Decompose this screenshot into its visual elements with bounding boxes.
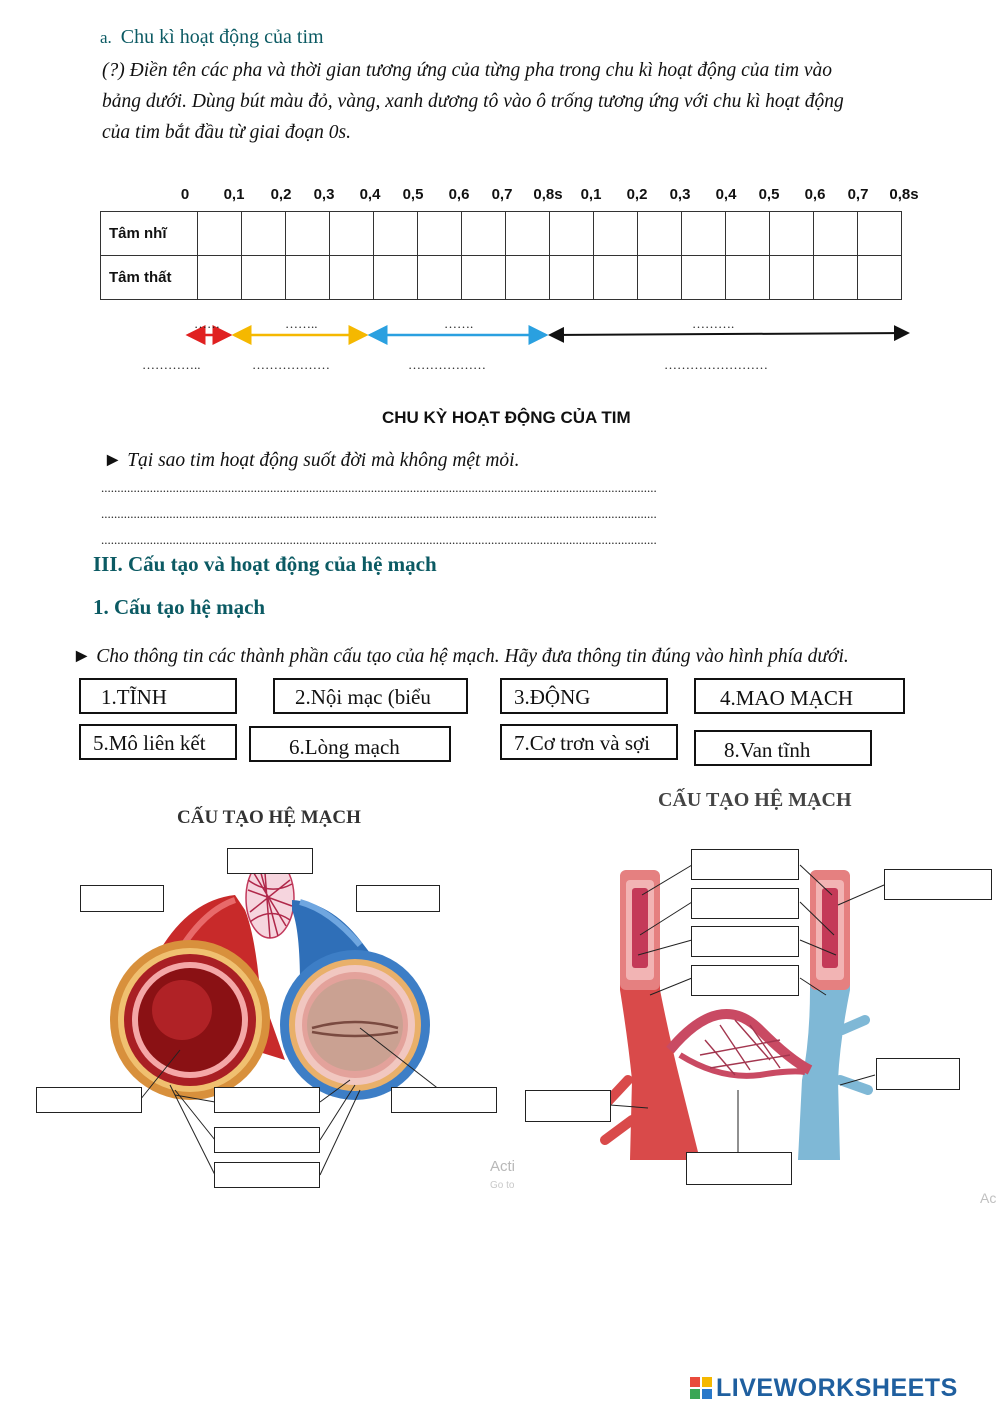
time-tick: 0,5 <box>402 186 424 203</box>
time-tick: 0,4 <box>715 186 737 203</box>
table-cell[interactable] <box>858 256 902 300</box>
label-blank[interactable] <box>691 849 799 880</box>
time-tick: 0,7 <box>491 186 513 203</box>
option-box-3[interactable]: 3.ĐỘNG <box>500 678 668 714</box>
time-tick: 0,3 <box>669 186 691 203</box>
label-blank[interactable] <box>227 848 313 874</box>
watermark-text: Go to <box>490 1180 515 1190</box>
label-blank[interactable] <box>876 1058 960 1090</box>
table-cell[interactable] <box>418 212 462 256</box>
logo-icon <box>690 1377 712 1399</box>
table-cell[interactable] <box>770 212 814 256</box>
table-cell[interactable] <box>418 256 462 300</box>
answer-line[interactable]: ........................................................................................................................................................................... <box>101 532 657 547</box>
phase-time-blank[interactable]: …… <box>194 316 220 331</box>
diagram-title: CHU KỲ HOẠT ĐỘNG CỦA TIM <box>382 408 631 427</box>
label-blank[interactable] <box>214 1087 320 1113</box>
table-cell[interactable] <box>506 212 550 256</box>
label-blank[interactable] <box>691 888 799 919</box>
capillary-bed-icon <box>670 1014 810 1076</box>
table-cell[interactable] <box>858 212 902 256</box>
time-tick: 0,4 <box>359 186 381 203</box>
label-blank[interactable] <box>80 885 164 912</box>
table-cell[interactable] <box>286 212 330 256</box>
label-blank[interactable] <box>691 926 799 957</box>
vein-icon <box>798 870 868 1160</box>
time-tick: 0,8s <box>533 186 563 203</box>
table-cell[interactable] <box>682 212 726 256</box>
table-cell[interactable] <box>330 256 374 300</box>
label-blank[interactable] <box>214 1162 320 1188</box>
question-text: Tại sao tim hoạt động suốt đời mà không mệt mỏi. <box>127 450 520 471</box>
label-blank[interactable] <box>686 1152 792 1185</box>
right-figure-title: CẤU TẠO HỆ MẠCH <box>658 789 852 811</box>
table-cell[interactable] <box>330 212 374 256</box>
table-cell[interactable] <box>594 212 638 256</box>
table-cell[interactable] <box>726 212 770 256</box>
time-tick: 0,5 <box>758 186 780 203</box>
table-cell[interactable] <box>550 212 594 256</box>
subsection-title: 1. Cấu tạo hệ mạch <box>93 595 266 619</box>
table-cell[interactable] <box>594 256 638 300</box>
phase-time-blank[interactable]: …….. <box>285 316 318 331</box>
time-tick: 0,6 <box>448 186 470 203</box>
watermark-text: Ac <box>980 1190 997 1206</box>
option-box-1[interactable]: 1.TĨNH <box>79 678 237 714</box>
option-box-7[interactable]: 7.Cơ trơn và sợi <box>500 724 678 760</box>
phase-name-blank[interactable]: ……………… <box>408 357 486 372</box>
time-tick: 0,3 <box>313 186 335 203</box>
option-box-2[interactable]: 2.Nội mạc (biểu <box>273 678 468 714</box>
time-tick: 0 <box>180 186 190 203</box>
table-cell[interactable] <box>550 256 594 300</box>
table-cell[interactable] <box>462 212 506 256</box>
phase-name-blank[interactable]: …………………… <box>664 357 768 372</box>
label-blank[interactable] <box>36 1087 142 1113</box>
heading-marker: a. <box>100 28 112 47</box>
instruction-line-3: của tim bắt đầu từ giai đoạn 0s. <box>102 122 351 143</box>
instruction-text: Cho thông tin các thành phần cấu tạo của hệ mạch. Hãy đưa thông tin đúng vào hình phía dưới. <box>96 646 849 667</box>
brand-name: LIVEWORKSHEETS <box>716 1373 958 1402</box>
artery-icon <box>600 870 700 1160</box>
liveworksheets-logo <box>690 1374 958 1402</box>
vein-cross-section-icon <box>280 950 430 1100</box>
phase-name-blank[interactable]: ………….. <box>142 357 201 372</box>
option-box-8[interactable]: 8.Van tĩnh <box>694 730 872 766</box>
answer-line[interactable]: ........................................................................................................................................................................... <box>101 506 657 521</box>
table-row-ventricle <box>101 256 902 300</box>
time-tick: 0,6 <box>804 186 826 203</box>
table-cell[interactable] <box>814 212 858 256</box>
option-box-4[interactable]: 4.MAO MẠCH <box>694 678 905 714</box>
watermark-text: Acti <box>490 1158 516 1175</box>
table-cell[interactable] <box>462 256 506 300</box>
answer-line[interactable]: ........................................................................................................................................................................... <box>101 480 657 495</box>
table-cell[interactable] <box>814 256 858 300</box>
table-row-atrium <box>101 212 902 256</box>
row-label-ventricle: Tâm thất <box>101 256 198 300</box>
label-blank[interactable] <box>525 1090 611 1122</box>
label-blank[interactable] <box>691 965 799 996</box>
option-box-5[interactable]: 5.Mô liên kết <box>79 724 237 760</box>
table-cell[interactable] <box>374 212 418 256</box>
instruction-line-2: bảng dưới. Dùng bút màu đỏ, vàng, xanh dương tô vào ô trống tương ứng với chu kì hoạt động <box>102 91 844 112</box>
heading-text: Chu kì hoạt động của tim <box>120 26 324 48</box>
table-cell[interactable] <box>770 256 814 300</box>
table-cell[interactable] <box>638 212 682 256</box>
time-tick: 0,8s <box>889 186 919 203</box>
heart-cycle-table <box>100 211 902 300</box>
table-cell[interactable] <box>506 256 550 300</box>
table-cell[interactable] <box>374 256 418 300</box>
label-blank[interactable] <box>214 1127 320 1153</box>
table-cell[interactable] <box>726 256 770 300</box>
time-tick: 0,7 <box>847 186 869 203</box>
instruction-marker: ► <box>72 646 92 667</box>
label-blank[interactable] <box>356 885 440 912</box>
question <box>103 450 519 472</box>
phase-time-blank[interactable]: ………. <box>692 316 735 331</box>
time-tick: 0,1 <box>223 186 245 203</box>
table-cell[interactable] <box>286 256 330 300</box>
instruction-line-1: (?) Điền tên các pha và thời gian tương ứng của từng pha trong chu kì hoạt động của tim vào <box>102 60 833 81</box>
section-instruction <box>72 646 849 668</box>
row-label-atrium: Tâm nhĩ <box>101 212 198 256</box>
table-cell[interactable] <box>242 212 286 256</box>
time-tick: 0,2 <box>626 186 648 203</box>
artery-cross-section-icon <box>110 940 270 1100</box>
phase-name-blank[interactable]: ……………… <box>252 357 330 372</box>
heart-cycle-heading <box>100 26 324 49</box>
time-tick: 0,1 <box>580 186 602 203</box>
table-cell[interactable] <box>638 256 682 300</box>
time-tick: 0,2 <box>270 186 292 203</box>
option-box-6[interactable]: 6.Lòng mạch <box>249 726 451 762</box>
table-cell[interactable] <box>242 256 286 300</box>
label-blank[interactable] <box>884 869 992 900</box>
label-blank[interactable] <box>391 1087 497 1113</box>
question-marker: ► <box>103 450 123 471</box>
section-title: III. Cấu tạo và hoạt động của hệ mạch <box>93 552 437 576</box>
arrow-black <box>550 333 908 335</box>
left-figure-title: CẤU TẠO HỆ MẠCH <box>177 807 361 828</box>
table-cell[interactable] <box>198 256 242 300</box>
table-cell[interactable] <box>682 256 726 300</box>
table-cell[interactable] <box>198 212 242 256</box>
phase-time-blank[interactable]: ……. <box>444 316 474 331</box>
